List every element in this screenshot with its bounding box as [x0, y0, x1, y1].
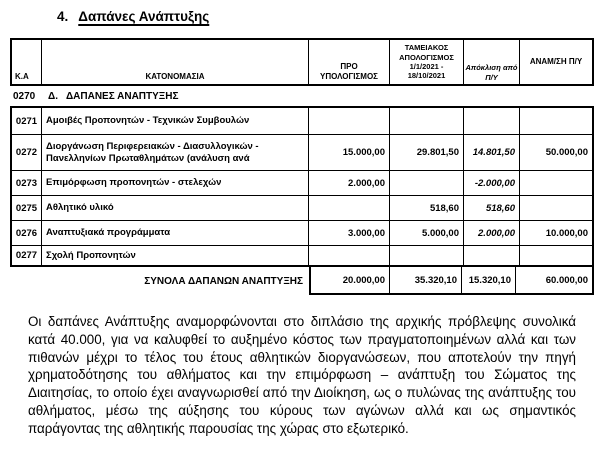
header-revised-label: ΑΝΑΜ/ΣΗ Π/Υ	[529, 57, 583, 66]
cell-revised	[520, 246, 592, 265]
group-letter: Δ.	[48, 90, 58, 102]
totals-cells	[309, 267, 594, 295]
commentary-paragraph: Οι δαπάνες Ανάπτυξης αναμορφώνονται στο διπλάσιο της αρχικής πρόβλεψης συνολικά κατά 40.000, για να καλυφθεί το αυξημένο κόστος των πραγματοποιημένων αλλά και των πιθανών μέχρι το τέλος του έτους αθλητικών διοργανώσεων, που αποτελούν την πηγή χρηματοδότησης του αθλήματος και την επιμόρφωση – ανάπτυξη του Σώματος της Διαιτησίας, το οποίο έχει αναγνωρισθεί από την Διοίκηση, ως ο πυλώνας της ανάπτυξης του αθλήματος, μέσω της αύξησης του κύρους των αγώνων αλλά και ως σημαντικός παράγοντας της αθλητικής παρουσίας της χώρας στο εξωτερικό.	[28, 314, 576, 436]
row-code: 0276	[12, 221, 42, 245]
cell-cash: 518,60	[390, 196, 464, 220]
header-budget-line2: ΥΠΟΛΟΓΙΣΜΟΣ	[320, 72, 378, 81]
row-name: Σχολή Προπονητών	[42, 246, 309, 265]
header-deviation-line1: Απόκλιση από	[465, 63, 518, 73]
header-cash-line2: ΑΠΟΛΟΓΙΣΜΟΣ	[399, 52, 454, 62]
cell-deviation: 14.801,50	[464, 135, 520, 170]
cell-budget: 3.000,00	[309, 221, 390, 245]
totals-row	[10, 267, 594, 295]
header-cash-line4: 18/10/2021	[407, 71, 446, 81]
row-name: Αμοιβές Προπονητών - Τεχνικών Συμβουλών	[42, 108, 309, 134]
header-deviation-line2: Π/Υ	[485, 72, 498, 82]
header-cash-line3: 1/1/2021 -	[409, 62, 444, 71]
row-name: Αθλητικό υλικό	[42, 196, 309, 220]
section-heading	[57, 9, 209, 24]
header-deviation	[464, 40, 520, 84]
cell-deviation: -2.000,00	[464, 171, 520, 195]
cell-budget: 2.000,00	[309, 171, 390, 195]
cell-budget: 15.000,00	[309, 135, 390, 170]
row-code: 0272	[12, 135, 42, 170]
row-name: Επιμόρφωση προπονητών - στελεχών	[42, 171, 309, 195]
cell-cash	[390, 246, 464, 265]
table-body	[10, 106, 594, 267]
cell-cash	[390, 171, 464, 195]
cell-revised	[520, 171, 592, 195]
row-name: Αναπτυξιακά προγράμματα	[42, 221, 309, 245]
table-header-row	[10, 38, 594, 86]
header-cash-line1: ΤΑΜΕΙΑΚΟΣ	[404, 43, 449, 53]
cell-cash	[390, 108, 464, 134]
section-number: 4.	[57, 9, 69, 24]
table-row-0275	[12, 195, 592, 220]
totals-deviation: 15.320,10	[462, 267, 516, 293]
cell-revised: 50.000,00	[545, 147, 588, 158]
cell-budget	[309, 108, 390, 134]
cell-revised: 10.000,00	[545, 227, 588, 239]
header-budget-line1: ΠΡΟ	[340, 62, 358, 71]
totals-budget: 20.000,00	[311, 267, 390, 293]
header-revised	[520, 40, 592, 84]
header-cash	[390, 40, 464, 84]
row-code: 0277	[12, 246, 42, 265]
table-row-0271	[12, 108, 592, 134]
row-name: Διοργάνωση Περιφερειακών - Διασυλλογικών - Πανελληνίων Πρωταθλημάτων (ανάλυση ανά	[42, 135, 309, 170]
totals-cash: 35.320,10	[390, 267, 462, 293]
expenses-table	[10, 38, 594, 295]
cell-revised	[520, 196, 592, 220]
cell-deviation	[464, 108, 520, 134]
table-row-0272	[12, 134, 592, 170]
cell-deviation: 2.000,00	[464, 221, 520, 245]
header-name-label: ΚΑΤΟΝΟΜΑΣΙΑ	[145, 72, 205, 81]
cell-deviation: 518,60	[464, 196, 520, 220]
header-code-label: Κ.Α	[15, 72, 29, 81]
cell-deviation	[464, 246, 520, 265]
row-code: 0275	[12, 196, 42, 220]
group-title: ΔΑΠΑΝΕΣ ΑΝΑΠΤΥΞΗΣ	[65, 90, 179, 102]
cell-cash: 29.801,50	[390, 135, 464, 170]
table-row-0277	[12, 245, 592, 265]
table-row-0273	[12, 170, 592, 195]
header-code	[12, 40, 42, 84]
table-row-0276	[12, 220, 592, 245]
section-title: Δαπάνες Ανάπτυξης	[78, 9, 210, 24]
row-code: 0273	[12, 171, 42, 195]
header-budget	[309, 40, 390, 84]
row-code: 0271	[12, 108, 42, 134]
cell-cash: 5.000,00	[390, 221, 464, 245]
group-row-0270	[10, 86, 594, 106]
cell-budget	[309, 246, 390, 265]
cell-revised	[520, 108, 592, 134]
group-code: 0270	[13, 90, 36, 102]
totals-revised: 60.000,00	[545, 274, 588, 286]
header-name	[42, 40, 309, 84]
totals-label: ΣΥΝΟΛΑ ΔΑΠΑΝΩΝ ΑΝΑΠΤΥΞΗΣ	[144, 275, 303, 287]
cell-budget	[309, 196, 390, 220]
